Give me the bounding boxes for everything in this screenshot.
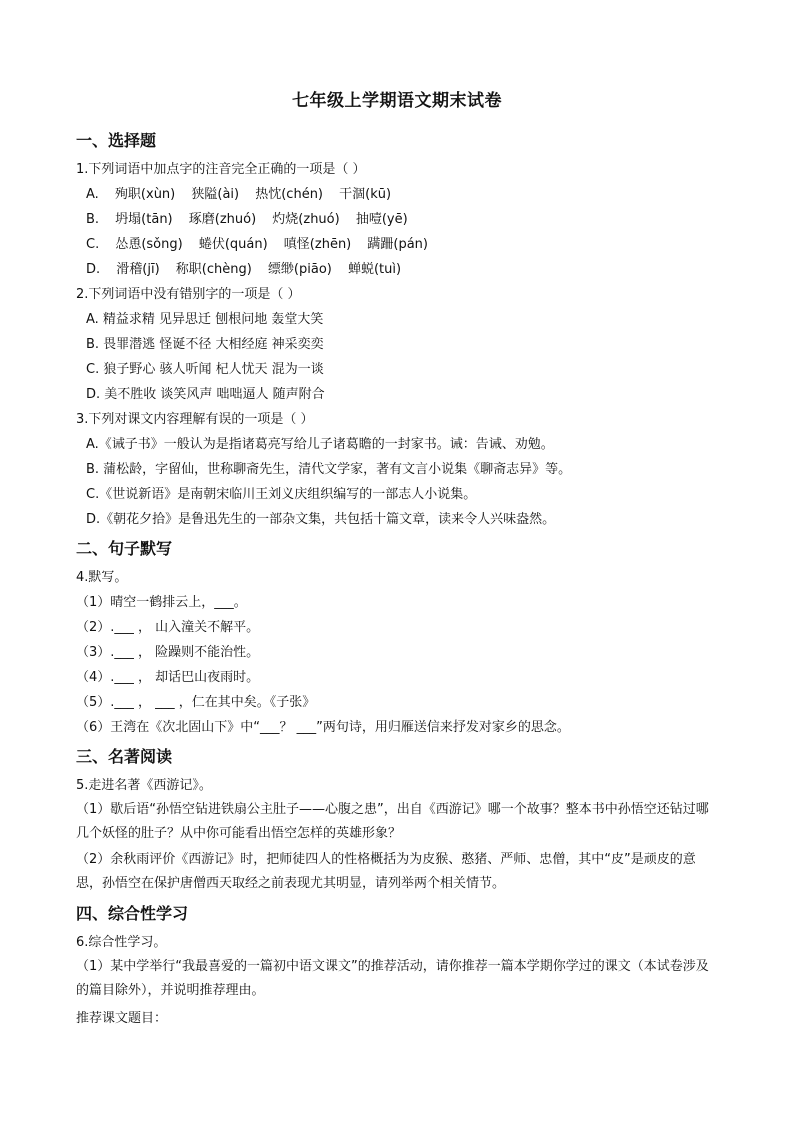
question-2-option-d: D. 美不胜收 谈笑风声 咄咄逼人 随声附合 xyxy=(86,387,325,402)
question-4-item-1: （1）晴空一鹤排云上，___。 xyxy=(76,595,247,610)
question-6-recommend-label: 推荐课文题目： xyxy=(76,1011,168,1026)
section-heading-comprehensive: 四、综合性学习 xyxy=(76,904,189,923)
question-4-stem: 4.默写。 xyxy=(76,570,128,585)
exam-title: 七年级上学期语文期末试卷 xyxy=(292,91,502,111)
question-4-item-4: （4）.___ ， 却话巴山夜雨时。 xyxy=(76,670,260,685)
question-6-item-1: （1）某中学举行“我最喜爱的一篇初中语文课文”的推荐活动，请你推荐一篇本学期你学过的课文（本试卷涉及的篇目除外），并说明推荐理由。 xyxy=(76,959,709,998)
question-4-item-6: （6）王湾在《次北固山下》中“___？ ___”两句诗，用归雁送信来抒发对家乡的思念。 xyxy=(76,720,570,735)
question-4-item-2: （2）.___ ， 山入潼关不解平。 xyxy=(76,620,260,635)
question-1-option-d: D. 滑稽(jī) 称职(chèng) 缥缈(piāo) 蝉蜕(tuì) xyxy=(86,262,402,277)
question-3-stem: 3.下列对课文内容理解有误的一项是（ ） xyxy=(76,412,314,427)
question-1-stem: 1.下列词语中加点字的注音完全正确的一项是（ ） xyxy=(76,162,366,177)
question-1-option-c: C. 怂恿(sǒng) 蜷伏(quán) 嗔怪(zhēn) 蹒跚(pán) xyxy=(86,237,428,252)
question-3-option-c: C.《世说新语》是南朝宋临川王刘义庆组织编写的一部志人小说集。 xyxy=(86,487,477,502)
question-5-item-1: （1）歇后语“孙悟空钻进铁扇公主肚子——心腹之患”，出自《西游记》哪一个故事？整本书中孙悟空还钻过哪几个妖怪的肚子？从中你可能看出悟空怎样的英雄形象？ xyxy=(76,802,709,841)
section-heading-choice: 一、选择题 xyxy=(76,131,157,150)
question-3-option-a: A.《诫子书》一般认为是指诸葛亮写给儿子诸葛瞻的一封家书。诫：告诫、劝勉。 xyxy=(86,437,554,452)
question-6-stem: 6.综合性学习。 xyxy=(76,935,167,950)
question-4-item-5: （5）.___ ， ___ ，仁在其中矣。《子张》 xyxy=(76,695,316,710)
question-2-stem: 2.下列词语中没有错别字的一项是（ ） xyxy=(76,287,301,302)
question-2-option-a: A. 精益求精 见异思迁 刨根问地 轰堂大笑 xyxy=(86,312,324,327)
question-3-option-b: B. 蒲松龄，字留仙，世称聊斋先生，清代文学家，著有文言小说集《聊斋志异》等。 xyxy=(86,462,572,477)
question-3-option-d: D.《朝花夕拾》是鲁迅先生的一部杂文集，共包括十篇文章，读来令人兴味盎然。 xyxy=(86,512,556,527)
question-5-item-2: （2）余秋雨评价《西游记》时，把师徒四人的性格概括为为皮猴、憨猪、严师、忠僧，其中“皮”是顽皮的意思，孙悟空在保护唐僧西天取经之前表现尤其明显，请列举两个相关情节。 xyxy=(76,852,696,891)
question-4-item-3: （3）.___ ， 险躁则不能治性。 xyxy=(76,645,260,660)
section-heading-dictation: 二、句子默写 xyxy=(76,539,173,558)
question-1-option-a: A. 殉职(xùn) 狭隘(ài) 热忱(chén) 干涸(kū) xyxy=(86,187,392,202)
question-5-stem: 5.走进名著《西游记》。 xyxy=(76,778,212,793)
question-2-option-c: C. 狼子野心 骇人听闻 杞人忧天 混为一谈 xyxy=(86,362,324,377)
question-2-option-b: B. 畏罪潜逃 怪诞不径 大相经庭 神采奕奕 xyxy=(86,337,324,352)
question-1-option-b: B. 坍塌(tān) 琢磨(zhuó) 灼烧(zhuó) 抽噎(yē) xyxy=(86,212,408,227)
section-heading-classics: 三、名著阅读 xyxy=(76,747,173,766)
